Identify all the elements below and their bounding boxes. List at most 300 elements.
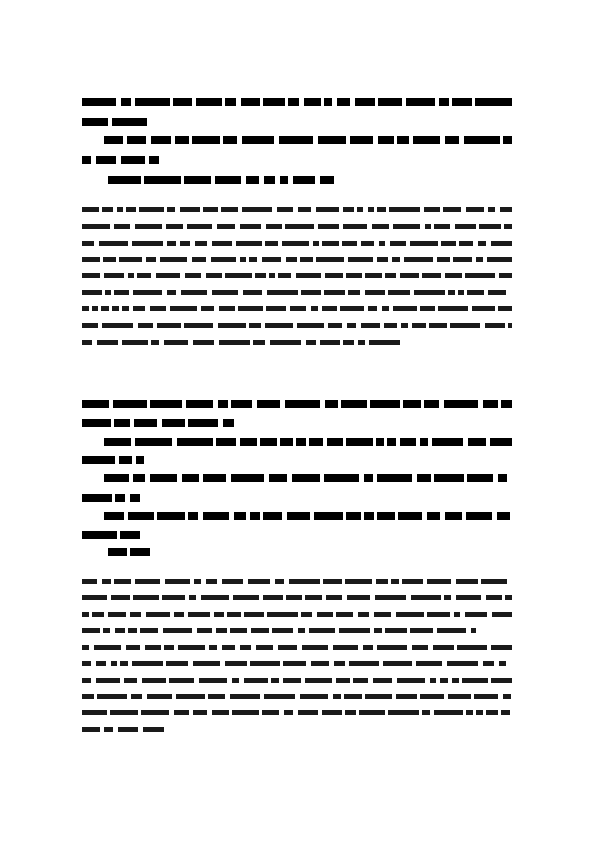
text-glyph-block [142,678,166,683]
text-glyph-block [102,207,113,212]
text-glyph-block [488,207,495,212]
text-glyph-block [434,474,464,482]
text-glyph-block [135,98,170,106]
text-glyph-block [375,595,406,600]
question-heading-line [104,438,512,445]
text-glyph-block [406,98,435,106]
text-glyph-block [134,419,157,427]
text-glyph-block [454,612,460,617]
text-glyph-block [164,645,174,650]
body-text-line [82,240,512,247]
text-glyph-block [82,595,107,600]
text-glyph-block [222,579,243,584]
body-text-line [82,322,512,329]
text-glyph-block [275,579,284,584]
text-glyph-block [160,257,187,262]
text-glyph-block [397,678,425,683]
text-glyph-block [263,512,282,520]
text-glyph-block [322,710,342,715]
text-glyph-block [342,241,357,246]
text-glyph-block [412,323,426,328]
text-glyph-block [404,257,433,262]
text-glyph-block [244,678,268,683]
text-glyph-block [231,400,252,408]
text-glyph-block [393,224,420,229]
text-glyph-block [372,224,389,229]
text-glyph-block [174,710,189,715]
text-glyph-block [296,438,306,446]
text-glyph-block [150,400,182,408]
text-glyph-block [257,400,280,408]
text-glyph-block [444,400,478,408]
text-glyph-block [377,645,407,650]
text-glyph-block [278,645,297,650]
text-glyph-block [440,678,448,683]
text-glyph-block [130,612,141,617]
text-glyph-block [249,257,257,262]
text-glyph-block [104,273,124,278]
text-glyph-block [467,474,493,482]
text-glyph-block [298,628,305,633]
text-glyph-block [250,512,260,520]
text-glyph-block [108,548,127,556]
text-glyph-block [324,474,359,482]
text-glyph-block [339,628,370,633]
text-glyph-block [101,306,109,311]
text-glyph-block [82,710,107,715]
text-glyph-block [345,579,372,584]
text-glyph-block [397,136,409,144]
text-glyph-block [82,156,91,164]
text-glyph-block [102,323,133,328]
text-glyph-block [240,438,257,446]
text-glyph-block [193,340,214,345]
text-glyph-block [216,628,227,633]
text-glyph-block [130,494,140,502]
text-glyph-block [180,241,190,246]
text-glyph-block [156,273,180,278]
text-glyph-block [416,661,442,666]
text-glyph-block [103,628,110,633]
text-glyph-block [128,512,154,520]
text-glyph-block [82,531,117,539]
text-glyph-block [443,207,461,212]
text-glyph-block [167,241,176,246]
text-glyph-block [212,290,238,295]
text-glyph-block [439,98,449,106]
text-glyph-block [242,207,272,212]
text-glyph-block [361,241,374,246]
text-glyph-block [166,661,188,666]
text-glyph-block [414,290,445,295]
text-glyph-block [184,323,213,328]
text-glyph-block [358,612,369,617]
text-glyph-block [501,710,510,715]
text-glyph-block [348,290,360,295]
text-glyph-block [82,306,89,311]
text-glyph-block [124,678,137,683]
text-glyph-block [206,273,222,278]
text-glyph-block [82,257,100,262]
text-glyph-block [325,273,343,278]
text-glyph-block [270,340,301,345]
text-glyph-block [341,400,367,408]
text-glyph-block [420,694,444,699]
text-glyph-block [503,136,512,144]
text-glyph-block [104,438,131,446]
text-glyph-block [340,306,364,311]
text-glyph-block [263,595,283,600]
text-glyph-block [267,612,298,617]
text-glyph-block [225,661,247,666]
text-glyph-block [82,98,116,106]
text-glyph-block [505,595,512,600]
body-text-line [82,305,512,312]
text-glyph-block [433,645,454,650]
text-glyph-block [410,628,433,633]
text-glyph-block [113,400,147,408]
text-glyph-block [219,306,235,311]
text-glyph-block [82,241,94,246]
text-glyph-block [447,661,478,666]
text-glyph-block [316,257,344,262]
text-glyph-block [348,257,373,262]
text-glyph-block [199,678,227,683]
text-glyph-block [322,241,339,246]
text-glyph-block [284,710,293,715]
text-glyph-block [131,694,142,699]
text-glyph-block [264,176,275,184]
text-glyph-block [212,710,229,715]
text-glyph-block [138,323,153,328]
text-glyph-block [278,273,291,278]
text-glyph-block [385,628,407,633]
text-glyph-block [173,98,192,106]
text-glyph-block [390,241,406,246]
text-glyph-block [453,257,472,262]
text-glyph-block [420,438,428,446]
text-glyph-block [500,207,512,212]
text-glyph-block [242,136,274,144]
text-glyph-block [238,306,263,311]
text-glyph-block [333,694,341,699]
text-glyph-block [479,224,501,229]
text-glyph-block [363,645,373,650]
text-glyph-block [306,340,316,345]
body-text-line [82,594,512,601]
text-glyph-block [282,241,309,246]
question-heading-line [82,419,234,426]
text-glyph-block [377,474,412,482]
text-glyph-block [112,118,147,126]
text-glyph-block [208,694,225,699]
question-heading-line [104,474,512,481]
text-glyph-block [437,628,466,633]
text-glyph-block [343,224,367,229]
text-glyph-block [280,438,293,446]
text-glyph-block [187,224,212,229]
text-glyph-block [104,727,113,732]
text-glyph-block [103,257,116,262]
text-glyph-block [361,323,380,328]
text-glyph-block [326,595,342,600]
text-glyph-block [119,257,142,262]
text-glyph-block [445,512,462,520]
text-glyph-block [485,323,505,328]
text-glyph-block [135,438,172,446]
text-glyph-block [429,323,447,328]
text-glyph-block [462,678,488,683]
text-glyph-block [145,645,161,650]
text-glyph-block [427,512,440,520]
text-glyph-block [466,512,492,520]
text-glyph-block [241,98,260,106]
text-glyph-block [214,612,224,617]
text-glyph-block [437,257,450,262]
text-glyph-block [130,548,150,556]
text-glyph-block [82,323,98,328]
body-text-line [82,627,476,634]
question-heading-line [82,118,152,125]
text-glyph-block [82,661,91,666]
text-glyph-block [452,98,472,106]
text-glyph-block [445,136,459,144]
text-glyph-block [169,678,194,683]
text-glyph-block [503,694,511,699]
body-text-line [82,256,512,263]
text-glyph-block [398,512,422,520]
text-glyph-block [328,323,342,328]
text-glyph-block [277,207,293,212]
text-glyph-block [388,290,410,295]
text-glyph-block [96,156,116,164]
text-glyph-block [311,661,329,666]
text-glyph-block [323,579,342,584]
text-glyph-block [384,323,397,328]
text-glyph-block [298,207,311,212]
text-glyph-block [280,176,288,184]
text-glyph-block [487,257,512,262]
text-glyph-block [301,612,312,617]
text-glyph-block [132,661,163,666]
text-glyph-block [422,710,430,715]
question-heading-line [108,548,150,555]
text-glyph-block [498,474,507,482]
text-glyph-block [114,290,129,295]
text-glyph-block [448,290,455,295]
text-glyph-block [486,595,502,600]
text-glyph-block [434,710,463,715]
text-glyph-block [457,645,487,650]
text-glyph-block [476,257,483,262]
text-glyph-block [498,306,512,311]
text-glyph-block [483,400,498,408]
text-glyph-block [396,694,417,699]
text-glyph-block [325,400,338,408]
text-glyph-block [82,678,91,683]
text-glyph-block [165,579,190,584]
text-glyph-block [283,678,301,683]
text-glyph-block [184,176,211,184]
text-glyph-block [180,207,200,212]
text-glyph-block [250,661,280,666]
text-glyph-block [374,612,391,617]
text-glyph-block [420,306,435,311]
text-glyph-block [151,136,171,144]
text-glyph-block [434,224,450,229]
text-glyph-block [385,273,396,278]
question-heading-line [82,156,160,163]
text-glyph-block [128,628,137,633]
text-glyph-block [185,273,201,278]
text-glyph-block [448,694,471,699]
text-glyph-block [262,710,279,715]
text-glyph-block [188,419,218,427]
text-glyph-block [82,456,115,464]
text-glyph-block [82,273,100,278]
text-glyph-block [313,241,319,246]
text-glyph-block [82,579,97,584]
text-glyph-block [157,323,181,328]
text-glyph-block [305,595,322,600]
text-glyph-block [346,273,362,278]
text-glyph-block [253,340,265,345]
text-glyph-block [283,661,306,666]
text-glyph-block [346,438,373,446]
text-glyph-block [150,474,177,482]
text-glyph-block [140,628,158,633]
text-glyph-block [301,290,321,295]
text-glyph-block [334,661,345,666]
text-glyph-block [403,400,421,408]
text-glyph-block [438,306,468,311]
text-glyph-block [413,136,440,144]
text-glyph-block [133,290,162,295]
text-glyph-block [324,290,345,295]
question-heading-line [82,494,140,501]
text-glyph-block [240,257,246,262]
text-glyph-block [432,438,463,446]
text-glyph-block [357,207,363,212]
text-glyph-block [108,612,126,617]
text-glyph-block [121,156,145,164]
text-glyph-block [417,474,431,482]
text-glyph-block [333,645,358,650]
text-glyph-block [422,273,441,278]
text-glyph-block [379,241,385,246]
text-glyph-block [364,512,374,520]
text-glyph-block [266,224,282,229]
text-glyph-block [217,224,235,229]
text-glyph-block [377,512,395,520]
text-glyph-block [504,224,512,229]
text-glyph-block [336,678,350,683]
text-glyph-block [491,645,512,650]
text-glyph-block [233,595,259,600]
text-glyph-block [82,612,89,617]
text-glyph-block [320,340,340,345]
text-glyph-block [488,290,506,295]
text-glyph-block [389,207,420,212]
text-glyph-block [427,612,450,617]
text-glyph-block [501,400,512,408]
text-glyph-block [232,710,259,715]
text-glyph-block [290,306,306,311]
text-glyph-block [181,290,207,295]
text-glyph-block [289,579,320,584]
text-glyph-block [201,595,229,600]
text-glyph-block [370,400,400,408]
text-glyph-block [170,306,197,311]
text-glyph-block [115,494,125,502]
text-glyph-block [249,323,261,328]
text-glyph-block [376,438,384,446]
text-glyph-block [82,340,92,345]
text-glyph-block [192,257,206,262]
text-glyph-block [230,628,247,633]
text-glyph-block [317,612,333,617]
text-glyph-block [104,512,124,520]
text-glyph-block [430,678,436,683]
text-glyph-block [211,257,236,262]
text-glyph-block [215,176,241,184]
text-glyph-block [193,661,220,666]
text-glyph-block [222,645,235,650]
text-glyph-block [231,474,264,482]
text-glyph-block [114,224,130,229]
text-glyph-block [251,628,269,633]
text-glyph-block [346,512,361,520]
text-glyph-block [136,456,144,464]
text-glyph-block [411,595,441,600]
text-glyph-block [286,595,302,600]
text-glyph-block [285,400,320,408]
text-glyph-block [244,612,264,617]
text-glyph-block [267,290,298,295]
text-glyph-block [255,273,266,278]
text-glyph-block [296,273,321,278]
text-glyph-block [466,710,473,715]
text-glyph-block [119,456,132,464]
text-glyph-block [201,306,214,311]
text-glyph-block [445,273,462,278]
body-text-line [82,726,164,733]
text-glyph-block [492,612,512,617]
text-glyph-block [96,661,106,666]
text-glyph-block [344,694,362,699]
text-glyph-block [108,176,141,184]
text-glyph-block [475,98,512,106]
text-glyph-block [92,306,98,311]
text-glyph-block [218,323,246,328]
text-glyph-block [400,438,416,446]
text-glyph-block [368,306,377,311]
text-glyph-block [186,400,213,408]
text-glyph-block [96,678,120,683]
text-glyph-block [189,595,196,600]
text-glyph-block [481,579,507,584]
text-glyph-block [293,176,315,184]
text-glyph-block [102,579,111,584]
text-glyph-block [478,241,486,246]
text-glyph-block [322,306,337,311]
text-glyph-block [491,241,512,246]
text-glyph-block [225,273,252,278]
text-glyph-block [162,419,185,427]
text-glyph-block [240,645,251,650]
text-glyph-block [309,438,323,446]
text-glyph-block [82,118,108,126]
